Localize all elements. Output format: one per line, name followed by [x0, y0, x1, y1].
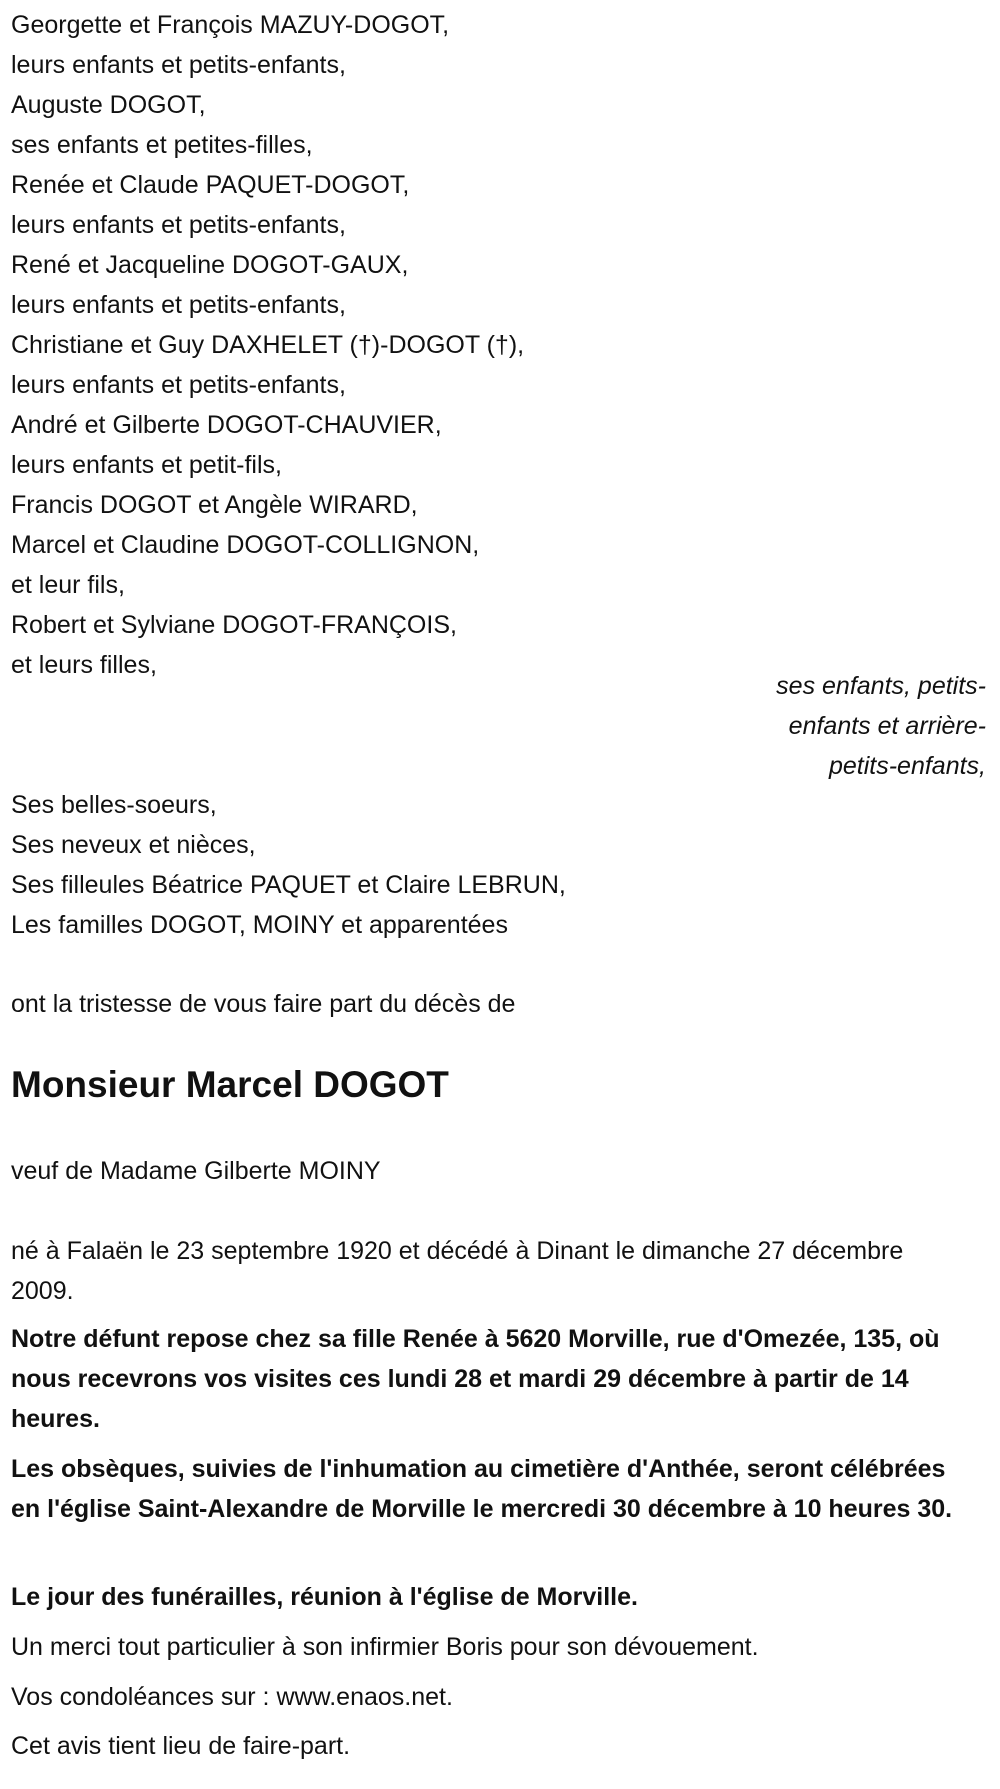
family-line: ses enfants et petites-filles, [11, 131, 313, 159]
visitation-text: Notre défunt repose chez sa fille Renée à 5620 Morville, rue d'Omezée, 135, où nous recevrons vos visites ces lundi 28 et mardi 29 décembre à partir de 14 heures. [11, 1325, 940, 1433]
family-line: Auguste DOGOT, [11, 91, 206, 119]
condolences-text: Vos condoléances sur : www.enaos.net. [11, 1683, 453, 1711]
family-line: et leur fils, [11, 571, 125, 599]
deceased-name: Monsieur Marcel DOGOT [11, 1064, 449, 1105]
family-line: leurs enfants et petits-enfants, [11, 291, 346, 319]
family-line: Christiane et Guy DAXHELET (†)-DOGOT (†), [11, 331, 525, 359]
meeting-text: Le jour des funérailles, réunion à l'église de Morville. [11, 1583, 638, 1611]
relative-line: Les familles DOGOT, MOINY et apparentées [11, 911, 508, 939]
relative-line: Ses filleules Béatrice PAQUET et Claire LEBRUN, [11, 871, 566, 899]
closing-text: Cet avis tient lieu de faire-part. [11, 1732, 351, 1760]
widower-of: veuf de Madame Gilberte MOINY [11, 1157, 381, 1185]
thanks-text: Un merci tout particulier à son infirmier Boris pour son dévouement. [11, 1633, 759, 1661]
descendants-note: ses enfants, petits-enfants et arrière-petits-enfants, [776, 672, 986, 780]
family-line: et leurs filles, [11, 651, 157, 679]
family-line: Robert et Sylviane DOGOT-FRANÇOIS, [11, 611, 457, 639]
family-line: leurs enfants et petits-enfants, [11, 211, 346, 239]
family-line: René et Jacqueline DOGOT-GAUX, [11, 251, 409, 279]
funeral-text: Les obsèques, suivies de l'inhumation au cimetière d'Anthée, seront célébrées en l'église Saint-Alexandre de Morville le mercredi 30 décembre à 10 heures 30. [11, 1455, 953, 1523]
family-line: Georgette et François MAZUY-DOGOT, [11, 11, 450, 39]
relative-line: Ses belles-soeurs, [11, 791, 217, 819]
family-line: leurs enfants et petits-enfants, [11, 51, 346, 79]
family-line: leurs enfants et petit-fils, [11, 451, 282, 479]
announcement-text: ont la tristesse de vous faire part du décès de [11, 990, 516, 1018]
birth-death-text: né à Falaën le 23 septembre 1920 et décédé à Dinant le dimanche 27 décembre 2009. [11, 1237, 904, 1305]
family-line: leurs enfants et petits-enfants, [11, 371, 346, 399]
relative-line: Ses neveux et nièces, [11, 831, 256, 859]
family-line: Marcel et Claudine DOGOT-COLLIGNON, [11, 531, 480, 559]
family-line: Francis DOGOT et Angèle WIRARD, [11, 491, 418, 519]
family-line: Renée et Claude PAQUET-DOGOT, [11, 171, 410, 199]
family-line: André et Gilberte DOGOT-CHAUVIER, [11, 411, 442, 439]
